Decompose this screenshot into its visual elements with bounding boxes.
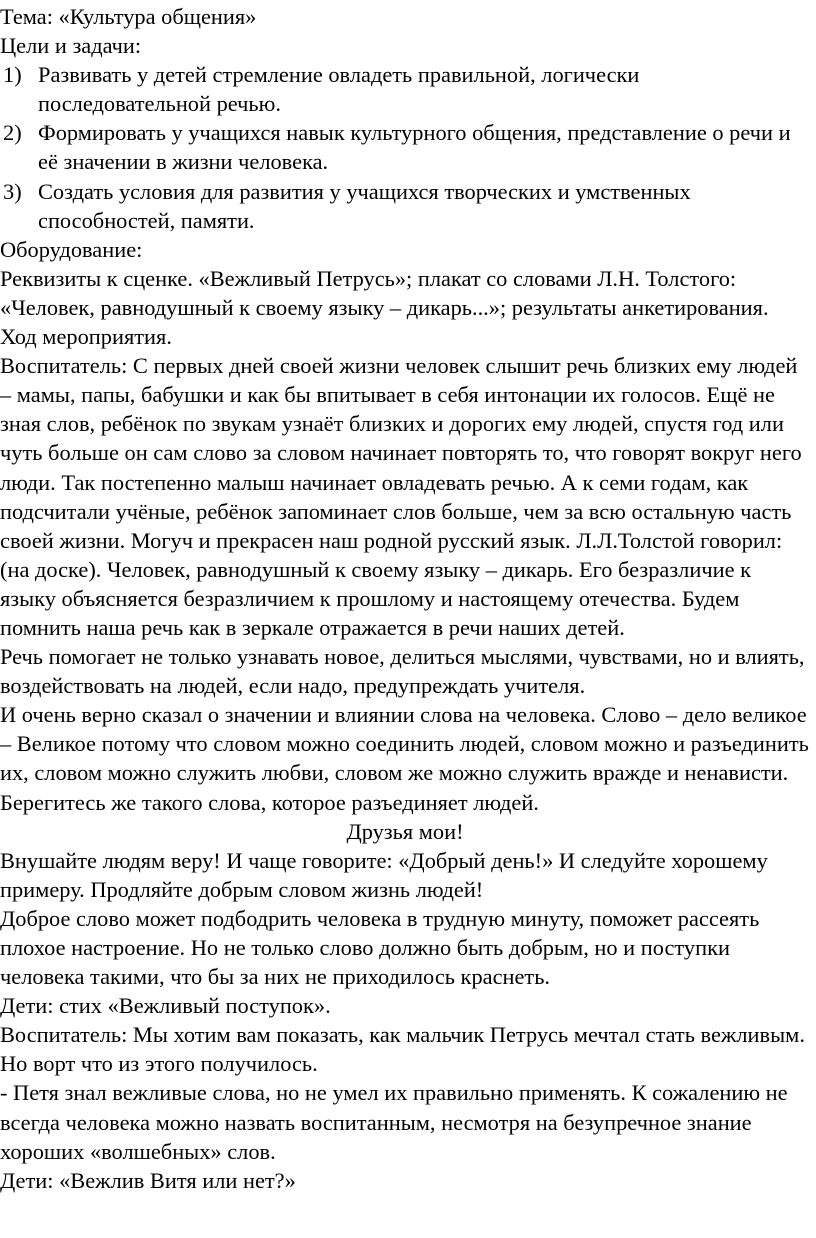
goals-heading: Цели и задачи: [0, 33, 142, 59]
paragraph: И очень верно сказал о значении и влиянии слова на человека. Слово – дело великое – Великое потому что словом можно соединить людей, словом можно и разъединить их, словом можно служить любви, словом же можно служить вражде и ненависти. Берегитесь же такого слова, которое разъединяет людей. [0, 702, 809, 815]
goal-item [0, 60, 810, 118]
paragraph: Дети: стих «Вежливый поступок». [0, 993, 331, 1019]
procedure-heading: Ход мероприятия. [0, 324, 172, 350]
equipment-heading: Оборудование: [0, 236, 143, 262]
goal-number: 1) [3, 62, 22, 88]
goal-text: Формировать у учащихся навык культурного общения, представление о речи и её значении в жизни человека. [38, 120, 791, 175]
paragraph: - Петя знал вежливые слова, но не умел их правильно применять. К сожалению не всегда человека можно назвать воспитанным, несмотря на безупречное знание хороших «волшебных» слов. [0, 1080, 788, 1164]
equipment-text: Реквизиты к сценке. «Вежливый Петрусь»; плакат со словами Л.Н. Толстого: «Человек, равнодушный к своему языку – дикарь...»; результаты анкетирования. [0, 265, 769, 320]
topic-line: Тема: «Культура общения» [0, 4, 257, 29]
paragraph: Доброе слово может подбодрить человека в трудную минуту, поможет рассеять плохое настроение. Но не только слово должно быть добрым, но и поступки человека такими, что бы за них не приходилось краснеть. [0, 905, 760, 990]
paragraph: Дети: «Вежлив Витя или нет?» [0, 1167, 296, 1193]
goals-list [0, 60, 810, 235]
friends-heading: Друзья мои! [346, 818, 464, 844]
goal-text: Развивать у детей стремление овладеть правильной, логически последовательной речью. [38, 62, 640, 117]
paragraph: Внушайте людям веру! И чаще говорите: «Добрый день!» И следуйте хорошему примеру. Продляйте добрым словом жизнь людей! [0, 847, 768, 902]
paragraph: Воспитатель: Мы хотим вам показать, как мальчик Петрусь мечтал стать вежливым. Но ворт что из этого получилось. [0, 1022, 805, 1077]
goal-text: Создать условия для развития у учащихся творческих и умственных способностей, памяти. [38, 178, 691, 233]
goal-item [0, 177, 810, 235]
paragraph: Речь помогает не только узнавать новое, делиться мыслями, чувствами, но и влиять, воздействовать на людей, если надо, предупреждать учителя. [0, 644, 805, 699]
goal-item [0, 118, 810, 176]
goal-number: 3) [3, 178, 22, 204]
goal-number: 2) [3, 120, 22, 146]
paragraph: Воспитатель: С первых дней своей жизни человек слышит речь близких ему людей – мамы, папы, бабушки и как бы впитывает в себя интонации их голосов. Ещё не зная слов, ребёнок по звукам узнаёт близких и дорогих ему людей, спустя год или чуть больше он сам слово за словом начинает повторять то, что говорят вокруг него люди. Так постепенно малыш начинает овладевать речью. А к семи годам, как подсчитали учёные, ребёнок запоминает слов больше, чем за всю остальную часть своей жизни. Могуч и прекрасен наш родной русский язык. Л.Л.Толстой говорил: (на доске). Человек, равнодушный к своему языку – дикарь. Его безразличие к языку объясняется безразличием к прошлому и настоящему отечества. Будем помнить наша речь как в зеркале отражается в речи наших детей. [0, 353, 802, 640]
